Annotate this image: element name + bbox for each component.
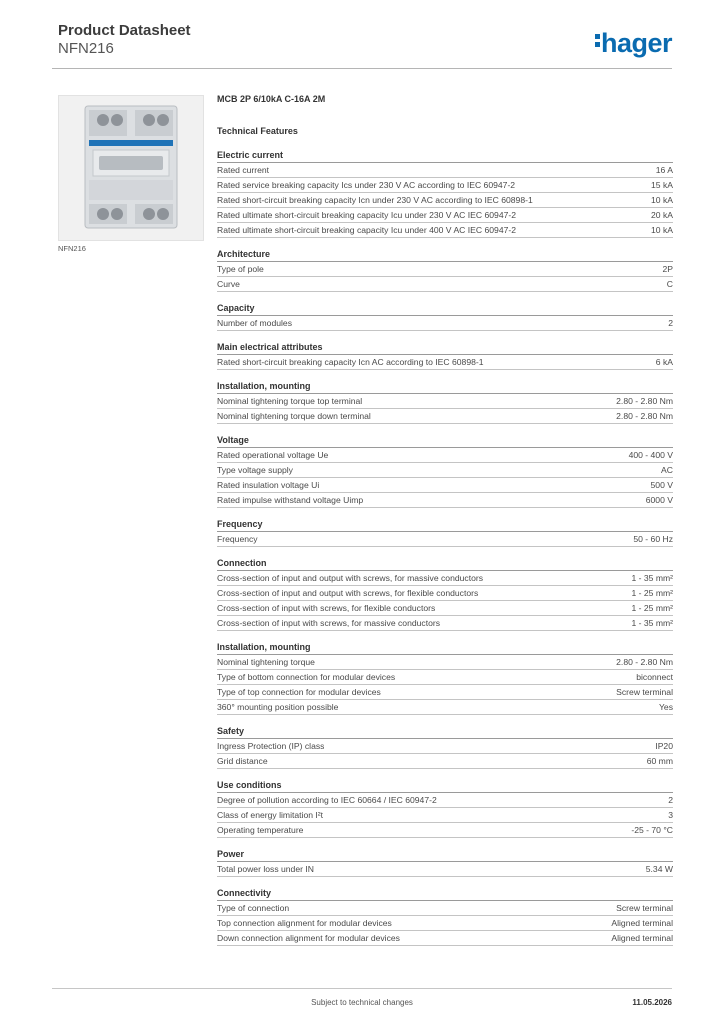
spec-name: Rated impulse withstand voltage Uimp (217, 495, 364, 505)
section-title: Installation, mounting (217, 380, 673, 394)
spec-name: Curve (217, 279, 240, 289)
section-title: Installation, mounting (217, 641, 673, 655)
spec-row (217, 355, 673, 370)
spec-row (217, 700, 673, 715)
spec-value: 2.80 - 2.80 Nm (616, 657, 673, 667)
spec-value: 50 - 60 Hz (633, 534, 673, 544)
spec-row (217, 394, 673, 409)
section-title: Frequency (217, 518, 673, 532)
spec-name: Ingress Protection (IP) class (217, 741, 325, 751)
header-divider (52, 68, 672, 69)
logo-dots-icon (595, 31, 600, 50)
technical-features-label: Technical Features (217, 126, 298, 136)
spec-name: Nominal tightening torque top terminal (217, 396, 363, 406)
spec-row (217, 862, 673, 877)
spec-value: Screw terminal (616, 903, 673, 913)
section-title: Safety (217, 725, 673, 739)
spec-row (217, 916, 673, 931)
spec-value: 6000 V (645, 495, 673, 505)
spec-row (217, 754, 673, 769)
spec-row (217, 493, 673, 508)
spec-section (217, 557, 673, 631)
circuit-breaker-icon (59, 96, 203, 240)
product-image (58, 95, 204, 241)
spec-value: 400 - 400 V (628, 450, 673, 460)
spec-value: biconnect (636, 672, 673, 682)
spec-row (217, 178, 673, 193)
spec-row (217, 616, 673, 631)
spec-value: 15 kA (651, 180, 673, 190)
spec-section (217, 149, 673, 238)
spec-value: 16 A (655, 165, 673, 175)
spec-name: Type of top connection for modular devices (217, 687, 381, 697)
spec-row (217, 685, 673, 700)
section-title: Capacity (217, 302, 673, 316)
section-title: Use conditions (217, 779, 673, 793)
spec-name: Total power loss under IN (217, 864, 314, 874)
spec-name: Down connection alignment for modular devices (217, 933, 400, 943)
product-code: NFN216 (58, 40, 114, 57)
section-title: Electric current (217, 149, 673, 163)
spec-value: 2.80 - 2.80 Nm (616, 396, 673, 406)
spec-value: C (666, 279, 673, 289)
section-title: Main electrical attributes (217, 341, 673, 355)
image-caption: NFN216 (58, 244, 86, 253)
spec-name: Number of modules (217, 318, 292, 328)
spec-row (217, 739, 673, 754)
spec-value: IP20 (655, 741, 673, 751)
spec-value: 20 kA (651, 210, 673, 220)
spec-value: 1 - 25 mm² (631, 603, 673, 613)
page-title: Product Datasheet (58, 22, 191, 39)
spec-row (217, 208, 673, 223)
spec-value: 2 (668, 795, 673, 805)
spec-section (217, 341, 673, 370)
spec-value: Yes (658, 702, 673, 712)
spec-name: Rated short-circuit breaking capacity Icn AC according to IEC 60898-1 (217, 357, 484, 367)
spec-name: Rated ultimate short-circuit breaking capacity Icu under 400 V AC IEC 60947-2 (217, 225, 517, 235)
section-title: Power (217, 848, 673, 862)
spec-section (217, 641, 673, 715)
page-header (58, 22, 672, 68)
spec-name: Rated short-circuit breaking capacity Icn under 230 V AC according to IEC 60898-1 (217, 195, 533, 205)
spec-name: Frequency (217, 534, 258, 544)
spec-row (217, 808, 673, 823)
spec-value: 10 kA (651, 225, 673, 235)
spec-value: 10 kA (651, 195, 673, 205)
spec-row (217, 655, 673, 670)
spec-value: 2 (668, 318, 673, 328)
spec-name: Rated current (217, 165, 270, 175)
spec-name: Degree of pollution according to IEC 60664 / IEC 60947-2 (217, 795, 437, 805)
spec-name: Top connection alignment for modular devices (217, 918, 392, 928)
spec-row (217, 823, 673, 838)
spec-row (217, 901, 673, 916)
spec-row (217, 463, 673, 478)
spec-row (217, 223, 673, 238)
spec-value: 60 mm (646, 756, 673, 766)
spec-row (217, 478, 673, 493)
spec-value: 1 - 35 mm² (631, 573, 673, 583)
spec-name: Grid distance (217, 756, 268, 766)
spec-row (217, 601, 673, 616)
spec-name: Rated service breaking capacity Ics under 230 V AC according to IEC 60947-2 (217, 180, 516, 190)
spec-row (217, 448, 673, 463)
spec-row (217, 586, 673, 601)
spec-section (217, 302, 673, 331)
spec-value: AC (661, 465, 673, 475)
spec-section (217, 779, 673, 838)
spec-value: 500 V (650, 480, 673, 490)
section-title: Voltage (217, 434, 673, 448)
spec-section (217, 848, 673, 877)
spec-name: Cross-section of input with screws, for massive conductors (217, 618, 441, 628)
footer-date: 11.05.2026 (632, 998, 672, 1007)
section-title: Connectivity (217, 887, 673, 901)
spec-section (217, 518, 673, 547)
product-title: MCB 2P 6/10kA C-16A 2M (217, 94, 326, 104)
spec-name: Type voltage supply (217, 465, 293, 475)
spec-name: Nominal tightening torque (217, 657, 315, 667)
spec-name: Operating temperature (217, 825, 304, 835)
spec-row (217, 571, 673, 586)
spec-value: -25 - 70 °C (631, 825, 673, 835)
spec-row (217, 532, 673, 547)
spec-value: 3 (668, 810, 673, 820)
specifications (217, 94, 673, 956)
section-title: Architecture (217, 248, 673, 262)
spec-section (217, 380, 673, 424)
spec-name: Cross-section of input with screws, for flexible conductors (217, 603, 436, 613)
spec-section (217, 725, 673, 769)
spec-row (217, 931, 673, 946)
spec-value: 1 - 35 mm² (631, 618, 673, 628)
spec-name: Type of pole (217, 264, 264, 274)
brand-name: hager (600, 28, 672, 58)
spec-name: Type of connection (217, 903, 290, 913)
spec-row (217, 670, 673, 685)
spec-name: Type of bottom connection for modular devices (217, 672, 396, 682)
spec-row (217, 316, 673, 331)
spec-section (217, 248, 673, 292)
spec-name: Rated insulation voltage Ui (217, 480, 320, 490)
spec-name: 360° mounting position possible (217, 702, 339, 712)
spec-value: 2P (662, 264, 673, 274)
spec-sections (217, 149, 673, 946)
footer-divider (52, 988, 672, 989)
spec-name: Rated operational voltage Ue (217, 450, 329, 460)
spec-name: Rated ultimate short-circuit breaking capacity Icu under 230 V AC IEC 60947-2 (217, 210, 517, 220)
spec-value: 6 kA (655, 357, 673, 367)
spec-row (217, 262, 673, 277)
spec-value: Aligned terminal (611, 918, 673, 928)
spec-name: Cross-section of input and output with screws, for massive conductors (217, 573, 484, 583)
spec-value: Aligned terminal (611, 933, 673, 943)
spec-value: 5.34 W (645, 864, 673, 874)
spec-row (217, 409, 673, 424)
spec-row (217, 793, 673, 808)
spec-value: 1 - 25 mm² (631, 588, 673, 598)
spec-section (217, 887, 673, 946)
spec-value: Screw terminal (616, 687, 673, 697)
spec-row (217, 193, 673, 208)
spec-name: Class of energy limitation I²t (217, 810, 324, 820)
footer-note: Subject to technical changes (311, 998, 413, 1007)
spec-row (217, 277, 673, 292)
spec-name: Cross-section of input and output with screws, for flexible conductors (217, 588, 479, 598)
brand-logo (595, 28, 672, 59)
spec-row (217, 163, 673, 178)
spec-section (217, 434, 673, 508)
spec-value: 2.80 - 2.80 Nm (616, 411, 673, 421)
spec-name: Nominal tightening torque down terminal (217, 411, 371, 421)
section-title: Connection (217, 557, 673, 571)
